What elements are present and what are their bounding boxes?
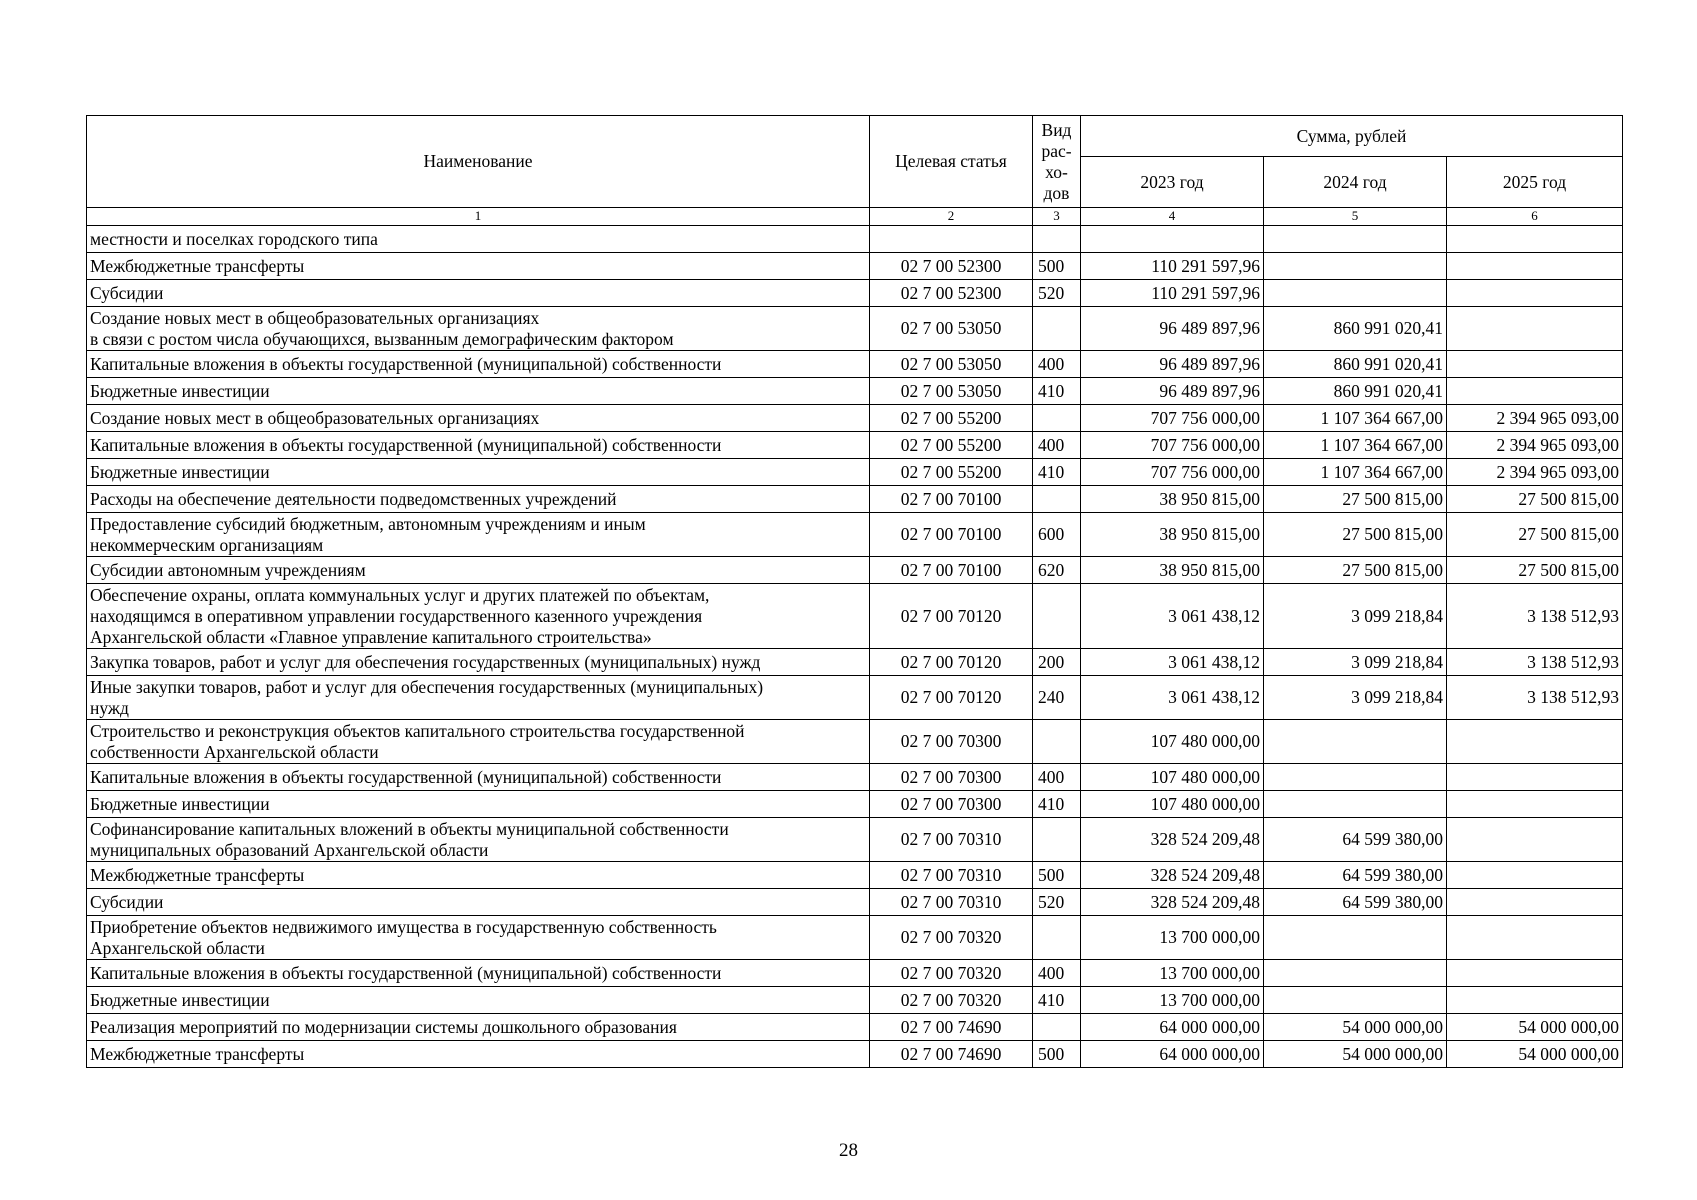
cell-expense-type: 400	[1033, 764, 1081, 791]
cell-amount-2025	[1447, 720, 1623, 764]
cell-name: Создание новых мест в общеобразовательных организациях в связи с ростом числа обучающихся, вызванным демографическим фактором	[87, 307, 870, 351]
cell-amount-2023: 3 061 438,12	[1081, 676, 1264, 720]
cell-amount-2025: 3 138 512,93	[1447, 584, 1623, 649]
cell-amount-2024: 860 991 020,41	[1264, 351, 1447, 378]
table-row	[87, 987, 1623, 1014]
cell-amount-2025: 3 138 512,93	[1447, 676, 1623, 720]
cell-amount-2024: 3 099 218,84	[1264, 649, 1447, 676]
cell-target-article: 02 7 00 53050	[870, 351, 1033, 378]
table-row	[87, 280, 1623, 307]
table-row	[87, 253, 1623, 280]
header-sum: Сумма, рублей	[1081, 116, 1623, 157]
cell-amount-2023: 96 489 897,96	[1081, 378, 1264, 405]
cell-amount-2023: 13 700 000,00	[1081, 916, 1264, 960]
table-row	[87, 649, 1623, 676]
cell-expense-type: 200	[1033, 649, 1081, 676]
cell-amount-2023: 707 756 000,00	[1081, 459, 1264, 486]
cell-target-article: 02 7 00 55200	[870, 405, 1033, 432]
table-row	[87, 432, 1623, 459]
cell-amount-2024	[1264, 916, 1447, 960]
column-number: 6	[1447, 208, 1623, 226]
cell-amount-2024: 27 500 815,00	[1264, 486, 1447, 513]
cell-amount-2023: 64 000 000,00	[1081, 1014, 1264, 1041]
cell-amount-2023: 328 524 209,48	[1081, 862, 1264, 889]
cell-name: Бюджетные инвестиции	[87, 987, 870, 1014]
cell-amount-2024: 3 099 218,84	[1264, 584, 1447, 649]
cell-amount-2025	[1447, 378, 1623, 405]
cell-name: Капитальные вложения в объекты государственной (муниципальной) собственности	[87, 351, 870, 378]
cell-expense-type: 410	[1033, 987, 1081, 1014]
header-year-2024: 2024 год	[1264, 157, 1447, 208]
table-row	[87, 557, 1623, 584]
table-row	[87, 226, 1623, 253]
cell-amount-2025: 2 394 965 093,00	[1447, 432, 1623, 459]
cell-amount-2023: 96 489 897,96	[1081, 351, 1264, 378]
cell-amount-2023: 110 291 597,96	[1081, 280, 1264, 307]
cell-amount-2023: 64 000 000,00	[1081, 1041, 1264, 1068]
cell-amount-2024	[1264, 253, 1447, 280]
cell-amount-2025	[1447, 889, 1623, 916]
cell-expense-type: 410	[1033, 459, 1081, 486]
cell-amount-2024	[1264, 280, 1447, 307]
cell-amount-2023: 707 756 000,00	[1081, 432, 1264, 459]
cell-amount-2023: 38 950 815,00	[1081, 486, 1264, 513]
cell-amount-2025: 54 000 000,00	[1447, 1014, 1623, 1041]
cell-amount-2025	[1447, 791, 1623, 818]
cell-target-article: 02 7 00 53050	[870, 307, 1033, 351]
column-number: 4	[1081, 208, 1264, 226]
column-number: 5	[1264, 208, 1447, 226]
cell-expense-type	[1033, 584, 1081, 649]
cell-amount-2025	[1447, 764, 1623, 791]
cell-target-article: 02 7 00 70300	[870, 764, 1033, 791]
cell-name: Субсидии	[87, 280, 870, 307]
cell-expense-type: 400	[1033, 351, 1081, 378]
table-row	[87, 584, 1623, 649]
cell-amount-2023: 107 480 000,00	[1081, 720, 1264, 764]
cell-target-article	[870, 226, 1033, 253]
table-row	[87, 764, 1623, 791]
cell-target-article: 02 7 00 70320	[870, 916, 1033, 960]
cell-name: Бюджетные инвестиции	[87, 378, 870, 405]
table-row	[87, 1041, 1623, 1068]
cell-amount-2025	[1447, 253, 1623, 280]
cell-target-article: 02 7 00 70320	[870, 960, 1033, 987]
cell-amount-2023: 328 524 209,48	[1081, 889, 1264, 916]
cell-name: Создание новых мест в общеобразовательных организациях	[87, 405, 870, 432]
cell-amount-2025: 27 500 815,00	[1447, 513, 1623, 557]
cell-amount-2024: 860 991 020,41	[1264, 307, 1447, 351]
cell-amount-2024: 1 107 364 667,00	[1264, 432, 1447, 459]
cell-name: Строительство и реконструкция объектов капитального строительства государственной собственности Архангельской области	[87, 720, 870, 764]
cell-target-article: 02 7 00 74690	[870, 1014, 1033, 1041]
cell-target-article: 02 7 00 52300	[870, 253, 1033, 280]
cell-name: Реализация мероприятий по модернизации системы дошкольного образования	[87, 1014, 870, 1041]
cell-amount-2024: 27 500 815,00	[1264, 557, 1447, 584]
cell-amount-2023: 13 700 000,00	[1081, 960, 1264, 987]
cell-target-article: 02 7 00 70320	[870, 987, 1033, 1014]
cell-amount-2024: 860 991 020,41	[1264, 378, 1447, 405]
cell-amount-2024: 3 099 218,84	[1264, 676, 1447, 720]
cell-target-article: 02 7 00 70100	[870, 486, 1033, 513]
cell-expense-type	[1033, 916, 1081, 960]
table-row	[87, 791, 1623, 818]
cell-target-article: 02 7 00 70120	[870, 676, 1033, 720]
table-row	[87, 378, 1623, 405]
cell-amount-2025	[1447, 226, 1623, 253]
table-row	[87, 818, 1623, 862]
cell-target-article: 02 7 00 70310	[870, 889, 1033, 916]
cell-amount-2023: 96 489 897,96	[1081, 307, 1264, 351]
cell-amount-2023: 110 291 597,96	[1081, 253, 1264, 280]
cell-amount-2024: 64 599 380,00	[1264, 818, 1447, 862]
cell-target-article: 02 7 00 70310	[870, 862, 1033, 889]
cell-expense-type: 240	[1033, 676, 1081, 720]
cell-target-article: 02 7 00 55200	[870, 459, 1033, 486]
column-number: 1	[87, 208, 870, 226]
cell-name: Предоставление субсидий бюджетным, автономным учреждениям и иным некоммерческим организациям	[87, 513, 870, 557]
table-body	[87, 226, 1623, 1068]
cell-amount-2025	[1447, 916, 1623, 960]
cell-amount-2025: 2 394 965 093,00	[1447, 405, 1623, 432]
header-year-2023: 2023 год	[1081, 157, 1264, 208]
cell-name: Бюджетные инвестиции	[87, 459, 870, 486]
column-number: 3	[1033, 208, 1081, 226]
cell-name: Обеспечение охраны, оплата коммунальных услуг и других платежей по объектам, находящимся в оперативном управлении государственного казенного учреждения Архангельской области «Главное управление капитального строительства»	[87, 584, 870, 649]
cell-amount-2024: 64 599 380,00	[1264, 889, 1447, 916]
cell-expense-type: 520	[1033, 889, 1081, 916]
cell-amount-2023: 707 756 000,00	[1081, 405, 1264, 432]
cell-name: Капитальные вложения в объекты государственной (муниципальной) собственности	[87, 764, 870, 791]
cell-name: Межбюджетные трансферты	[87, 862, 870, 889]
cell-expense-type: 620	[1033, 557, 1081, 584]
table-row	[87, 676, 1623, 720]
cell-amount-2025: 27 500 815,00	[1447, 557, 1623, 584]
header-year-2025: 2025 год	[1447, 157, 1623, 208]
table-row	[87, 459, 1623, 486]
page-number: 28	[839, 1140, 858, 1161]
table-row	[87, 960, 1623, 987]
cell-amount-2024: 54 000 000,00	[1264, 1014, 1447, 1041]
cell-amount-2025: 2 394 965 093,00	[1447, 459, 1623, 486]
cell-amount-2025	[1447, 307, 1623, 351]
table-row	[87, 916, 1623, 960]
cell-name: Капитальные вложения в объекты государственной (муниципальной) собственности	[87, 960, 870, 987]
cell-amount-2023: 3 061 438,12	[1081, 584, 1264, 649]
cell-amount-2024	[1264, 791, 1447, 818]
cell-target-article: 02 7 00 55200	[870, 432, 1033, 459]
cell-amount-2024	[1264, 764, 1447, 791]
cell-amount-2025	[1447, 862, 1623, 889]
cell-amount-2023: 38 950 815,00	[1081, 513, 1264, 557]
cell-target-article: 02 7 00 70120	[870, 584, 1033, 649]
cell-amount-2025	[1447, 280, 1623, 307]
cell-expense-type: 410	[1033, 791, 1081, 818]
cell-amount-2024	[1264, 226, 1447, 253]
cell-target-article: 02 7 00 70310	[870, 818, 1033, 862]
cell-name: Приобретение объектов недвижимого имущества в государственную собственность Архангельской области	[87, 916, 870, 960]
cell-amount-2024: 1 107 364 667,00	[1264, 459, 1447, 486]
cell-amount-2025	[1447, 987, 1623, 1014]
cell-name: Межбюджетные трансферты	[87, 253, 870, 280]
table-row	[87, 351, 1623, 378]
cell-expense-type	[1033, 307, 1081, 351]
cell-name: Расходы на обеспечение деятельности подведомственных учреждений	[87, 486, 870, 513]
cell-expense-type	[1033, 1014, 1081, 1041]
cell-target-article: 02 7 00 70100	[870, 513, 1033, 557]
cell-amount-2024: 54 000 000,00	[1264, 1041, 1447, 1068]
cell-amount-2024	[1264, 987, 1447, 1014]
cell-name: Закупка товаров, работ и услуг для обеспечения государственных (муниципальных) нужд	[87, 649, 870, 676]
table-row	[87, 862, 1623, 889]
cell-target-article: 02 7 00 52300	[870, 280, 1033, 307]
cell-expense-type: 600	[1033, 513, 1081, 557]
cell-amount-2024	[1264, 720, 1447, 764]
cell-expense-type: 500	[1033, 862, 1081, 889]
cell-amount-2025: 27 500 815,00	[1447, 486, 1623, 513]
column-number: 2	[870, 208, 1033, 226]
cell-expense-type	[1033, 405, 1081, 432]
cell-amount-2023: 107 480 000,00	[1081, 791, 1264, 818]
cell-amount-2025	[1447, 351, 1623, 378]
cell-expense-type: 400	[1033, 432, 1081, 459]
cell-amount-2025: 54 000 000,00	[1447, 1041, 1623, 1068]
cell-name: Софинансирование капитальных вложений в объекты муниципальной собственности муниципальных образований Архангельской области	[87, 818, 870, 862]
cell-amount-2023: 107 480 000,00	[1081, 764, 1264, 791]
cell-name: Субсидии автономным учреждениям	[87, 557, 870, 584]
cell-name: Субсидии	[87, 889, 870, 916]
budget-table	[86, 115, 1623, 1068]
cell-name: Бюджетные инвестиции	[87, 791, 870, 818]
header-target-article: Целевая статья	[870, 116, 1033, 208]
cell-expense-type: 500	[1033, 1041, 1081, 1068]
cell-amount-2024: 1 107 364 667,00	[1264, 405, 1447, 432]
cell-name: Иные закупки товаров, работ и услуг для обеспечения государственных (муниципальных) нужд	[87, 676, 870, 720]
cell-expense-type	[1033, 720, 1081, 764]
cell-name: Капитальные вложения в объекты государственной (муниципальной) собственности	[87, 432, 870, 459]
cell-amount-2023: 328 524 209,48	[1081, 818, 1264, 862]
table-row	[87, 486, 1623, 513]
cell-expense-type: 500	[1033, 253, 1081, 280]
cell-target-article: 02 7 00 53050	[870, 378, 1033, 405]
cell-expense-type	[1033, 226, 1081, 253]
cell-name: местности и поселках городского типа	[87, 226, 870, 253]
cell-expense-type: 400	[1033, 960, 1081, 987]
header-expense-type: Вид рас-хо-дов	[1033, 116, 1081, 208]
cell-amount-2023: 38 950 815,00	[1081, 557, 1264, 584]
table-row	[87, 720, 1623, 764]
cell-amount-2025	[1447, 818, 1623, 862]
cell-expense-type: 410	[1033, 378, 1081, 405]
table-row	[87, 513, 1623, 557]
table-row	[87, 307, 1623, 351]
header-name: Наименование	[87, 116, 870, 208]
cell-name: Межбюджетные трансферты	[87, 1041, 870, 1068]
cell-amount-2023: 3 061 438,12	[1081, 649, 1264, 676]
cell-expense-type: 520	[1033, 280, 1081, 307]
cell-expense-type	[1033, 818, 1081, 862]
table-row	[87, 889, 1623, 916]
cell-amount-2025	[1447, 960, 1623, 987]
cell-target-article: 02 7 00 70300	[870, 791, 1033, 818]
table-row	[87, 405, 1623, 432]
cell-amount-2024: 27 500 815,00	[1264, 513, 1447, 557]
cell-amount-2023	[1081, 226, 1264, 253]
table-row	[87, 1014, 1623, 1041]
cell-target-article: 02 7 00 70100	[870, 557, 1033, 584]
cell-amount-2025: 3 138 512,93	[1447, 649, 1623, 676]
cell-expense-type	[1033, 486, 1081, 513]
cell-target-article: 02 7 00 74690	[870, 1041, 1033, 1068]
cell-target-article: 02 7 00 70120	[870, 649, 1033, 676]
cell-target-article: 02 7 00 70300	[870, 720, 1033, 764]
cell-amount-2024: 64 599 380,00	[1264, 862, 1447, 889]
budget-table-container	[86, 115, 1622, 1068]
cell-amount-2024	[1264, 960, 1447, 987]
cell-amount-2023: 13 700 000,00	[1081, 987, 1264, 1014]
